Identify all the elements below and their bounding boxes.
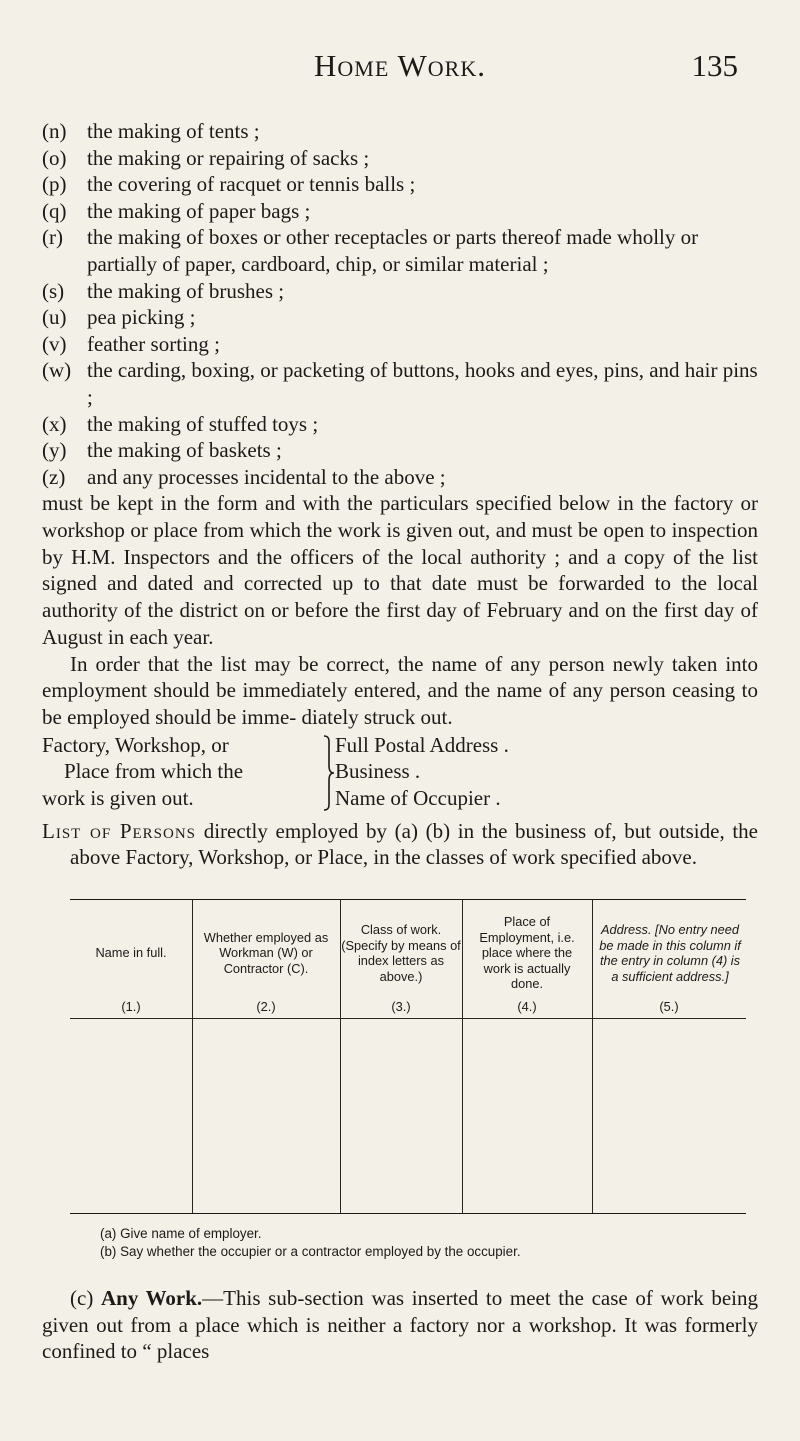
footnote: (a) Give name of employer. [100, 1226, 262, 1241]
column-heading-employed: Whether employed as Workman (W) or Contractor (C). [203, 929, 329, 976]
list-item [42, 224, 758, 277]
item-text: the carding, boxing, or packeting of buttons, hooks and eyes, pins, and hair pins ; [87, 358, 758, 409]
brace-right-line: Business . [335, 759, 421, 784]
item-mark: (p) [42, 172, 67, 197]
page-header [0, 48, 800, 88]
process-list [42, 118, 758, 490]
brace-right-text [335, 732, 509, 812]
item-mark: (w) [42, 358, 72, 383]
persons-table [70, 899, 746, 1214]
list-item [42, 278, 758, 305]
right-brace-icon [322, 735, 336, 811]
item-text: the making of stuffed toys ; [87, 411, 319, 436]
list-item [42, 464, 758, 491]
list-item [42, 171, 758, 198]
form-address-block [42, 732, 758, 816]
item-text: the making of boxes or other receptacles or parts thereof made wholly or partially of paper, cardboard, chip, or similar material ; [87, 225, 699, 276]
column-heading-name: Name in full. [95, 945, 167, 961]
item-mark: (n) [42, 119, 67, 143]
list-item [42, 198, 758, 225]
section-any-work [42, 1285, 758, 1365]
item-mark: (y) [42, 438, 67, 463]
brace-left-line: Place from which the [64, 759, 244, 784]
list-item [42, 118, 758, 145]
item-mark: (x) [42, 411, 67, 436]
item-text: the making or repairing of sacks ; [87, 145, 370, 170]
brace-left-line: work is given out. [42, 786, 194, 811]
item-text: the covering of racquet or tennis balls ; [87, 172, 416, 197]
column-number: (2.) [256, 999, 276, 1014]
list-heading-caps: List of Persons [42, 818, 197, 843]
list-item [42, 145, 758, 172]
item-text: the making of brushes ; [87, 278, 285, 303]
item-text: feather sorting ; [87, 331, 220, 356]
list-item [42, 304, 758, 331]
list-heading-text: directly employed by (a) (b) in the business of, but outside, the above Factory, Workshop, or Place, in the classes of work specified above. [70, 818, 759, 870]
list-item [42, 437, 758, 464]
column-number: (4.) [517, 999, 537, 1014]
item-mark: (o) [42, 145, 67, 170]
column-divider [462, 900, 463, 1213]
table-footnotes [100, 1225, 760, 1261]
column-divider [592, 900, 593, 1213]
list-of-persons-heading [42, 818, 758, 871]
column-number: (1.) [121, 999, 141, 1014]
column-heading-place: Place of Employment, i.e. place where the work is actually done. [479, 914, 575, 992]
list-item [42, 411, 758, 438]
item-text: and any processes incidental to the above ; [87, 464, 446, 489]
item-mark: (u) [42, 305, 67, 330]
page-number: 135 [691, 48, 738, 83]
item-text: the making of tents ; [87, 119, 260, 143]
list-item [42, 331, 758, 358]
running-head: Home Work. [314, 48, 486, 83]
main-text [42, 118, 758, 871]
any-work-paragraph [42, 1285, 758, 1365]
item-text: pea picking ; [87, 305, 196, 330]
brace-left-line: Factory, Workshop, or [42, 732, 229, 757]
section-title: Any Work. [100, 1286, 203, 1310]
column-heading-class: Class of work. (Specify by means of index letters as above.) [341, 922, 461, 984]
column-heading-address: Address. [No entry need be made in this column if the entry in column (4) is a sufficient address.] [599, 922, 741, 984]
item-text: the making of paper bags ; [87, 198, 311, 223]
list-item [42, 357, 758, 410]
footnote: (b) Say whether the occupier or a contractor employed by the occupier. [100, 1244, 521, 1259]
paragraph-must-be-kept: must be kept in the form and with the particulars specified below in the factory or workshop or place from which the work is given out, and must be open to inspection by H.M. Inspectors and the officers of the local authority ; and a copy of the list signed and dated and corrected up to that date must be forwarded to the local authority of the district on or before the first day of February and on the first day of August in each year. [42, 491, 758, 649]
column-number: (5.) [659, 999, 679, 1014]
item-text: the making of baskets ; [87, 438, 282, 463]
item-mark: (s) [42, 278, 65, 303]
brace-left-text [42, 732, 324, 812]
header-rule [70, 1018, 746, 1019]
paragraph-in-order: In order that the list may be correct, the name of any person newly taken into employment should be immediately entered, and the name of any person ceasing to be employed should be imme- diately struck out. [42, 651, 758, 729]
item-mark: (r) [42, 225, 63, 250]
brace-right-line: Name of Occupier . [335, 786, 501, 811]
item-mark: (v) [42, 331, 67, 356]
item-mark: (q) [42, 198, 67, 223]
item-mark: (z) [42, 464, 66, 489]
section-mark: (c) [70, 1286, 94, 1310]
section-text: —This sub-section was inserted to meet the case of work being given out from a place which is neither a factory nor a workshop. It was formerly confined to “ places [42, 1286, 758, 1363]
brace-right-line: Full Postal Address . [335, 732, 509, 757]
column-number: (3.) [391, 999, 411, 1014]
